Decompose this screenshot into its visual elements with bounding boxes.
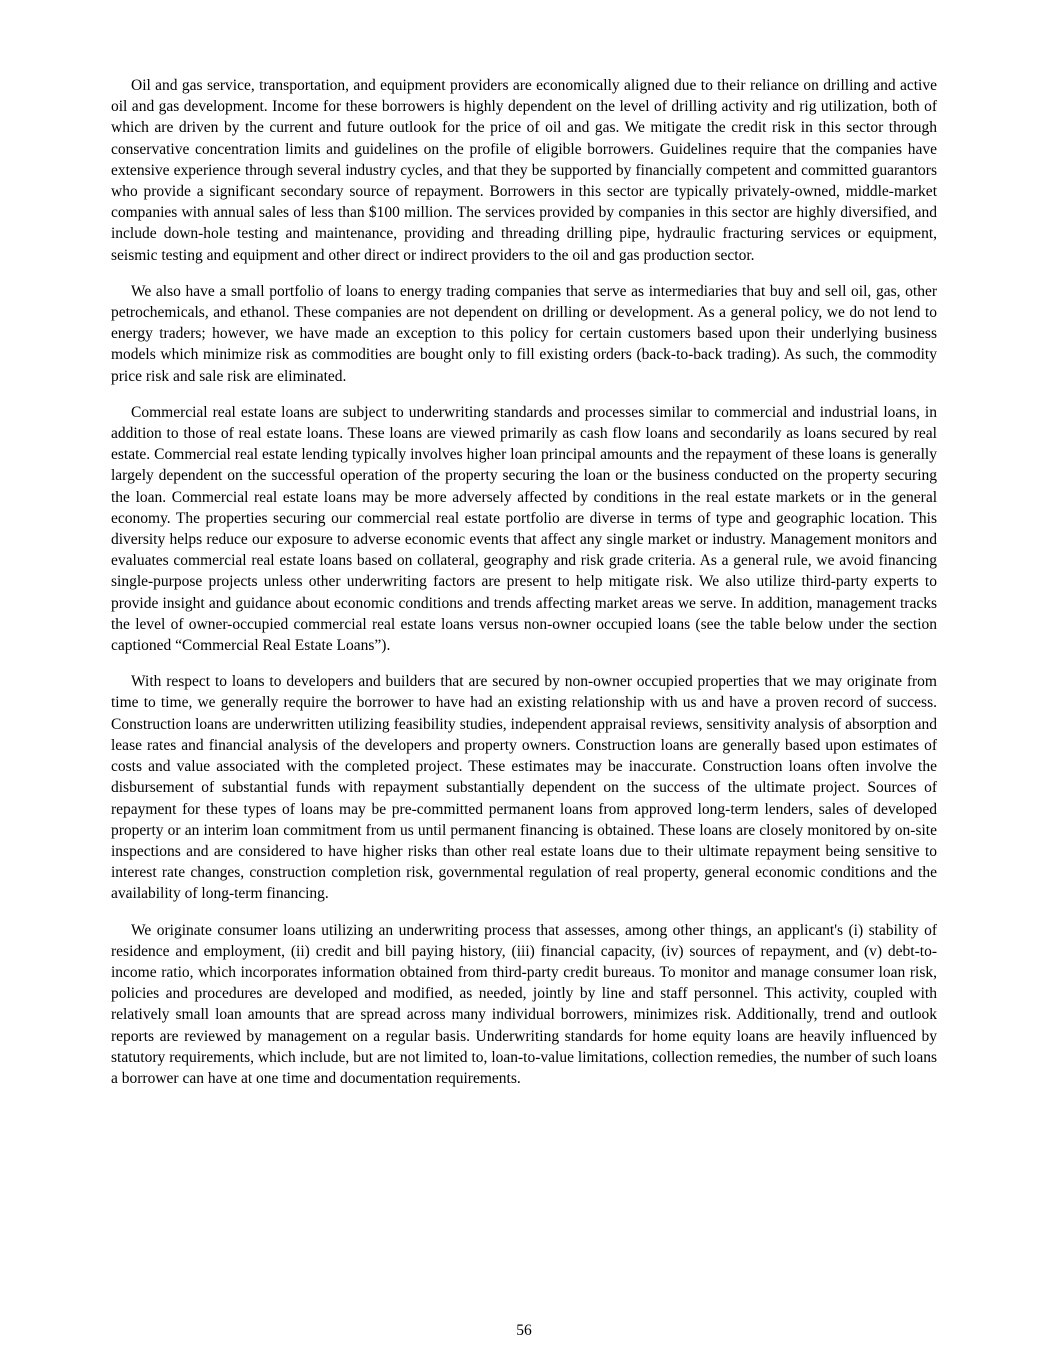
paragraph-oil-gas-service: Oil and gas service, transportation, and equipment providers are economically aligned due to their reliance on drilling and active oil and gas development. Income for these borrowers is highly dependent on the level of drilling activity and rig utilization, both of which are driven by the current and future outlook for the price of oil and gas. We mitigate the credit risk in this sector through conservative concentration limits and guidelines on the profile of eligible borrowers. Guidelines require that the companies have extensive experience through several industry cycles, and that they be supported by financially competent and committed guarantors who provide a significant secondary source of repayment. Borrowers in this sector are typically privately-owned, middle-market companies with annual sales of less than $100 million. The services provided by companies in this sector are highly diversified, and include down-hole testing and maintenance, providing and threading drilling pipe, hydraulic fracturing services or equipment, seismic testing and equipment and other direct or indirect providers to the oil and gas production sector. (111, 77, 937, 264)
document-body (111, 75, 937, 1104)
paragraph-energy-trading: We also have a small portfolio of loans to energy trading companies that serve as intermediaries that buy and sell oil, gas, other petrochemicals, and ethanol. These companies are not dependent on drilling or development. As a general policy, we do not lend to energy traders; however, we have made an exception to this policy for certain customers based upon their underlying business models which minimize risk as commodities are bought only to fill existing orders (back-to-back trading). As such, the commodity price risk and sale risk are eliminated. (111, 282, 937, 385)
paragraph-consumer-loans: We originate consumer loans utilizing an underwriting process that assesses, among other things, an applicant's (i) stability of residence and employment, (ii) credit and bill paying history, (iii) financial capacity, (iv) sources of repayment, and (v) debt-to-income ratio, which incorporates information obtained from third-party credit bureaus. To monitor and manage consumer loan risk, policies and procedures are developed and modified, as needed, jointly by line and staff personnel. This activity, coupled with relatively small loan amounts that are spread across many individual borrowers, minimizes risk. Additionally, trend and outlook reports are reviewed by management on a regular basis. Underwriting standards for home equity loans are heavily influenced by statutory requirements, which include, but are not limited to, loan-to-value limitations, collection remedies, the number of such loans a borrower can have at one time and documentation requirements. (111, 921, 937, 1087)
paragraph-construction-loans: With respect to loans to developers and builders that are secured by non-owner occupied properties that we may originate from time to time, we generally require the borrower to have had an existing relationship with us and have a proven record of success. Construction loans are underwritten utilizing feasibility studies, independent appraisal reviews, sensitivity analysis of absorption and lease rates and financial analysis of the developers and property owners. Construction loans are generally based upon estimates of costs and value associated with the completed project. These estimates may be inaccurate. Construction loans often involve the disbursement of substantial funds with repayment substantially dependent on the success of the ultimate project. Sources of repayment for these types of loans may be pre-committed permanent loans from approved long-term lenders, sales of developed property or an interim loan commitment from us until permanent financing is obtained. These loans are closely monitored by on-site inspections and are considered to have higher risks than other real estate loans due to their ultimate repayment being sensitive to interest rate changes, construction completion risk, governmental regulation of real property, general economic conditions and the availability of long-term financing. (111, 673, 937, 903)
page-number: 56 (516, 1322, 532, 1339)
paragraph-commercial-real-estate: Commercial real estate loans are subject to underwriting standards and processes similar to commercial and industrial loans, in addition to those of real estate loans. These loans are viewed primarily as cash flow loans and secondarily as loans secured by real estate. Commercial real estate lending typically involves higher loan principal amounts and the repayment of these loans is generally largely dependent on the successful operation of the property securing the loan or the business conducted on the property securing the loan. Commercial real estate loans may be more adversely affected by conditions in the real estate markets or in the general economy. The properties securing our commercial real estate portfolio are diverse in terms of type and geographic location. This diversity helps reduce our exposure to adverse economic events that affect any single market or industry. Management monitors and evaluates commercial real estate loans based on collateral, geography and risk grade criteria. As a general rule, we avoid financing single-purpose projects unless other underwriting factors are present to help mitigate risk. We also utilize third-party experts to provide insight and guidance about economic conditions and trends affecting market areas we serve. In addition, management tracks the level of owner-occupied commercial real estate loans versus non-owner occupied loans (see the table below under the section captioned “Commercial Real Estate Loans”). (111, 403, 937, 655)
